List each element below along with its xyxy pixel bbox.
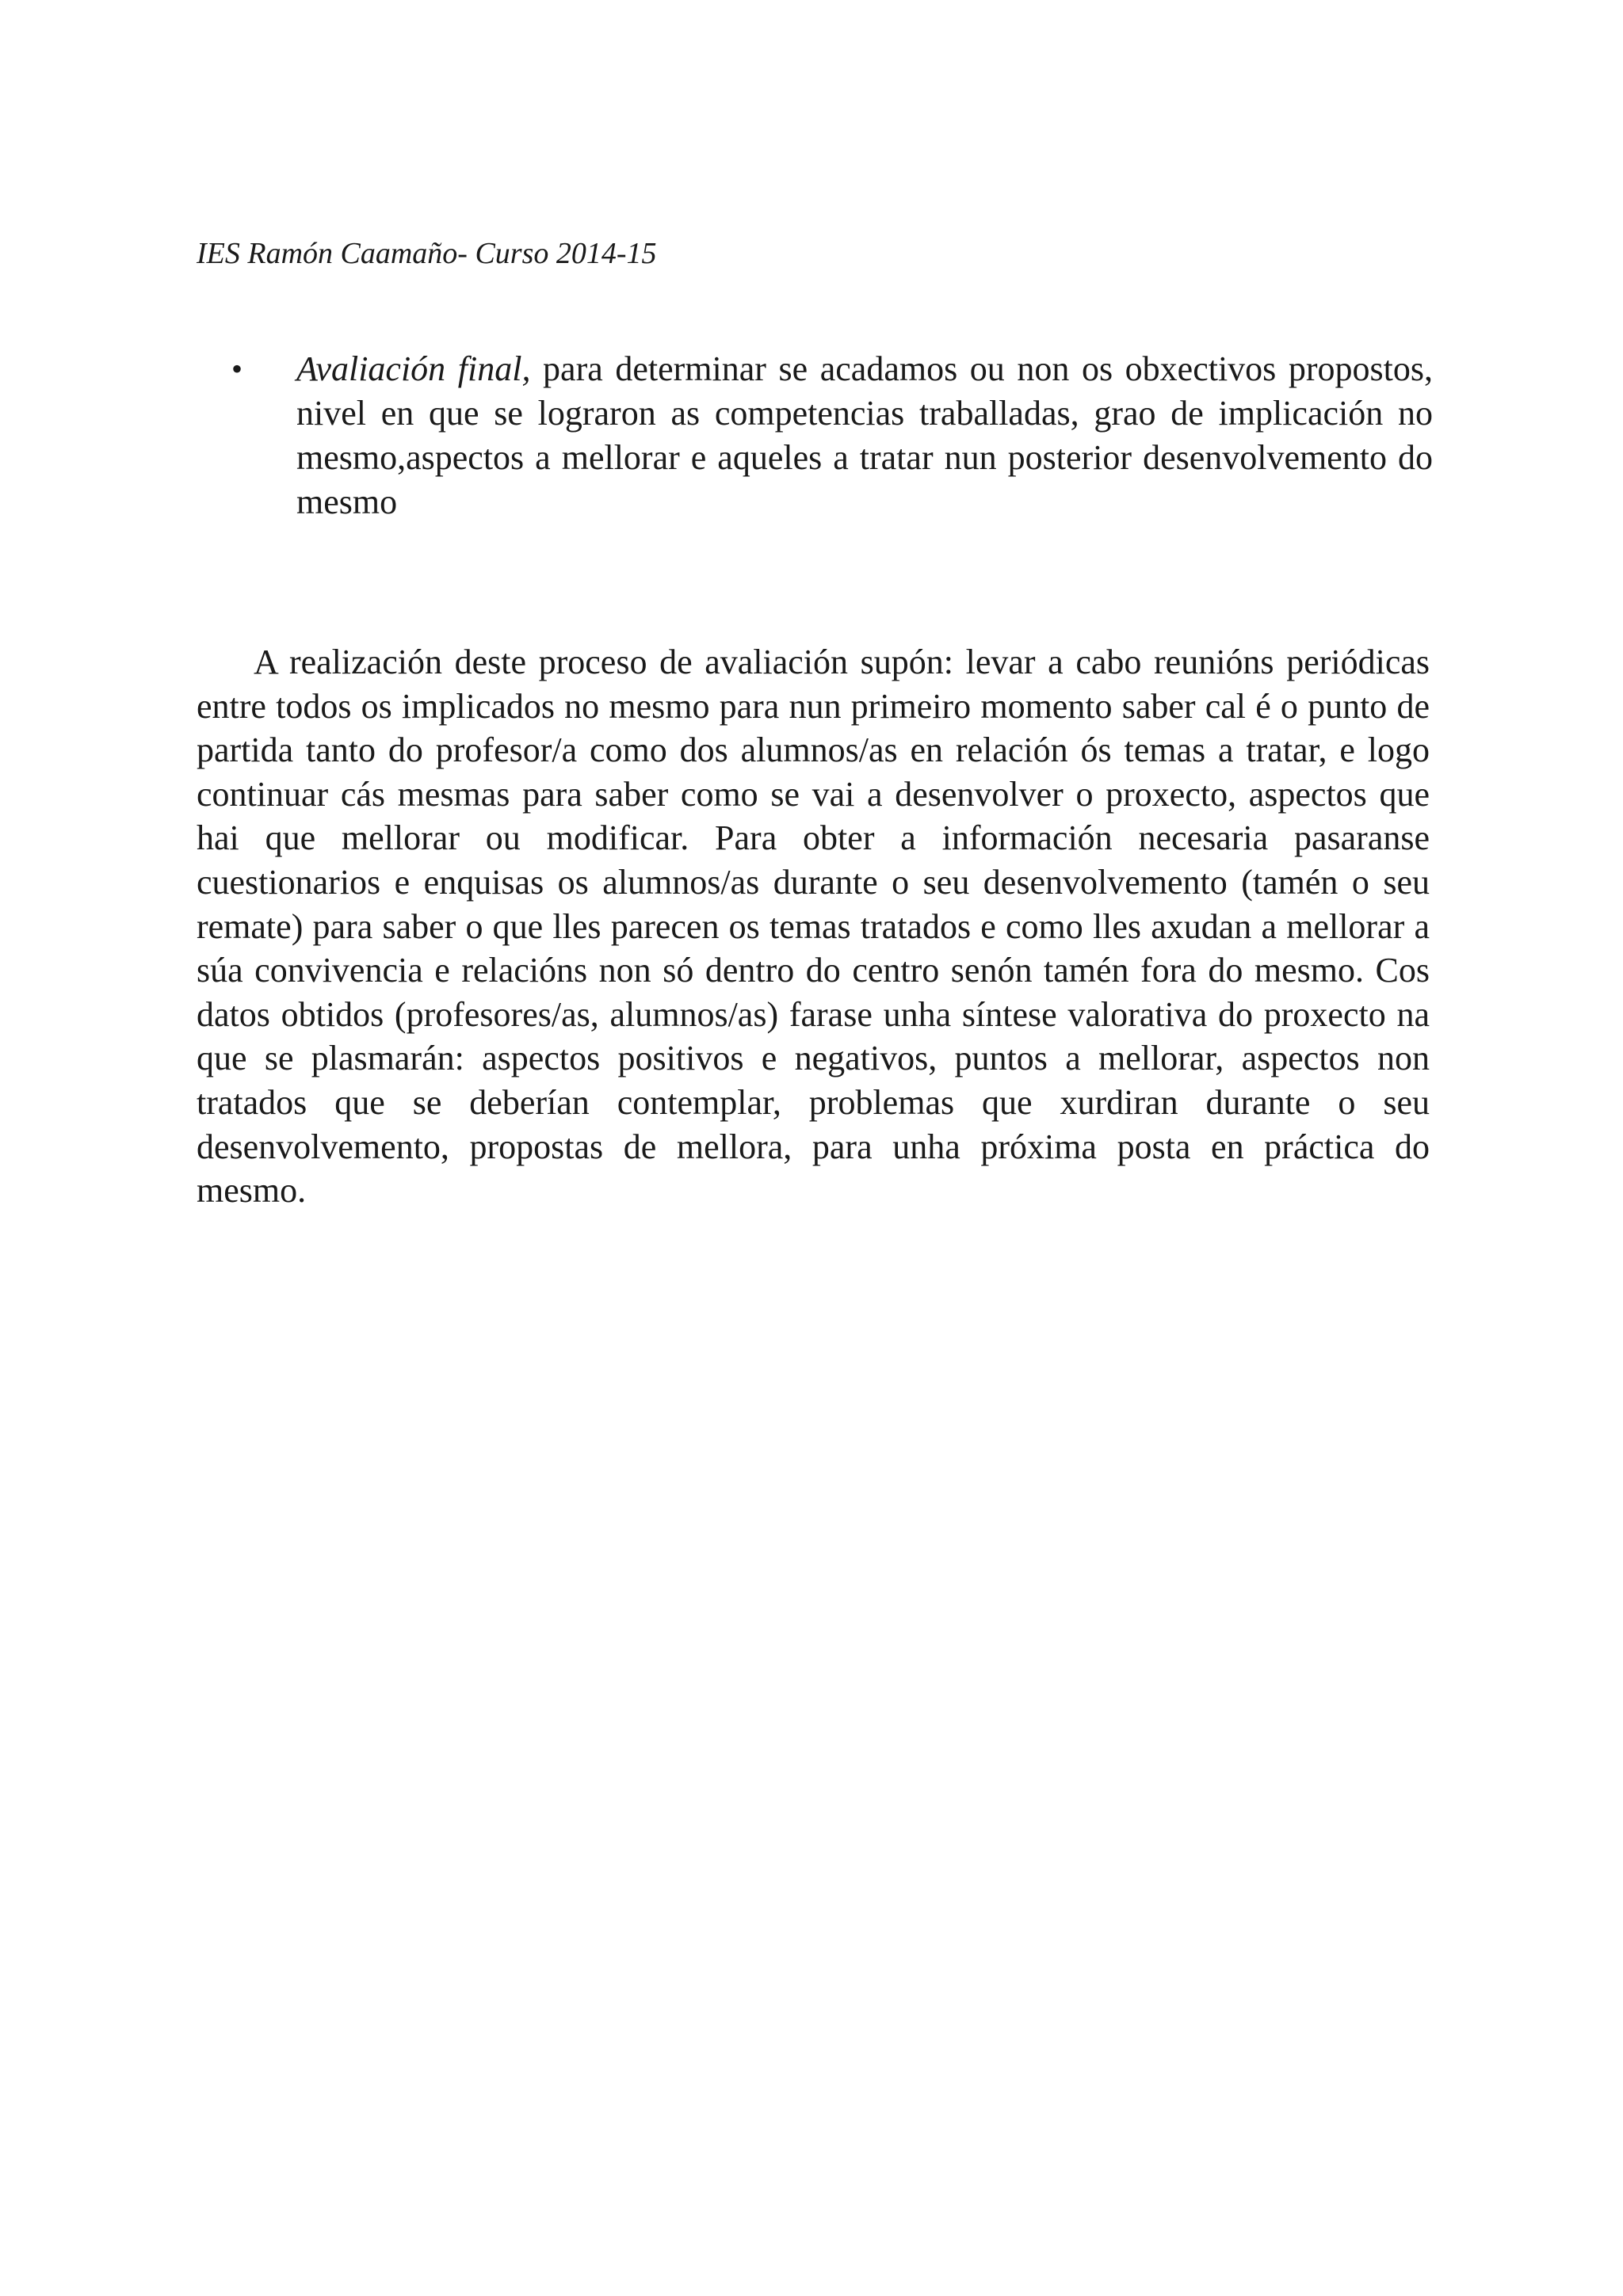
page-header: IES Ramón Caamaño- Curso 2014-15 <box>197 237 657 270</box>
body-paragraph: A realización deste proceso de avaliación supón: levar a cabo reunións periódicas entre todos os implicados no mesmo para nun primeiro momento saber cal é o punto de partida tanto do profesor/a como dos alumnos/as en relación ós temas a tratar, e logo continuar cás mesmas para saber como se vai a desenvolver o proxecto, aspectos que hai que mellorar ou modificar. Para obter a información necesaria pasaranse cuestionarios e enquisas os alumnos/as durante o seu desenvolvemento (tamén o seu remate) para saber o que lles parecen os temas tratados e como lles axudan a mellorar a súa convivencia e relacións non só dentro do centro senón tamén fora do mesmo. Cos datos obtidos (profesores/as, alumnos/as) farase unha síntese valorativa do proxecto na que se plasmarán: aspectos positivos e negativos, puntos a mellorar, aspectos non tratados que se deberían contemplar, problemas que xurdiran durante o seu desenvolvemento, propostas de mellora, para unha próxima posta en práctica do mesmo. <box>197 643 1430 1211</box>
bullet-marker: • <box>231 351 243 387</box>
bullet-text <box>296 347 1433 524</box>
bullet-list-item <box>197 347 1433 524</box>
bullet-lead-term: Avaliación final, <box>296 349 531 388</box>
bullet-body-text: para determinar se acadamos ou non os obxectivos propostos, nivel en que se lograron as competencias traballadas, grao de implicación no mesmo,aspectos a mellorar e aqueles a tratar nun posterior desenvolvemento do mesmo <box>296 349 1433 521</box>
